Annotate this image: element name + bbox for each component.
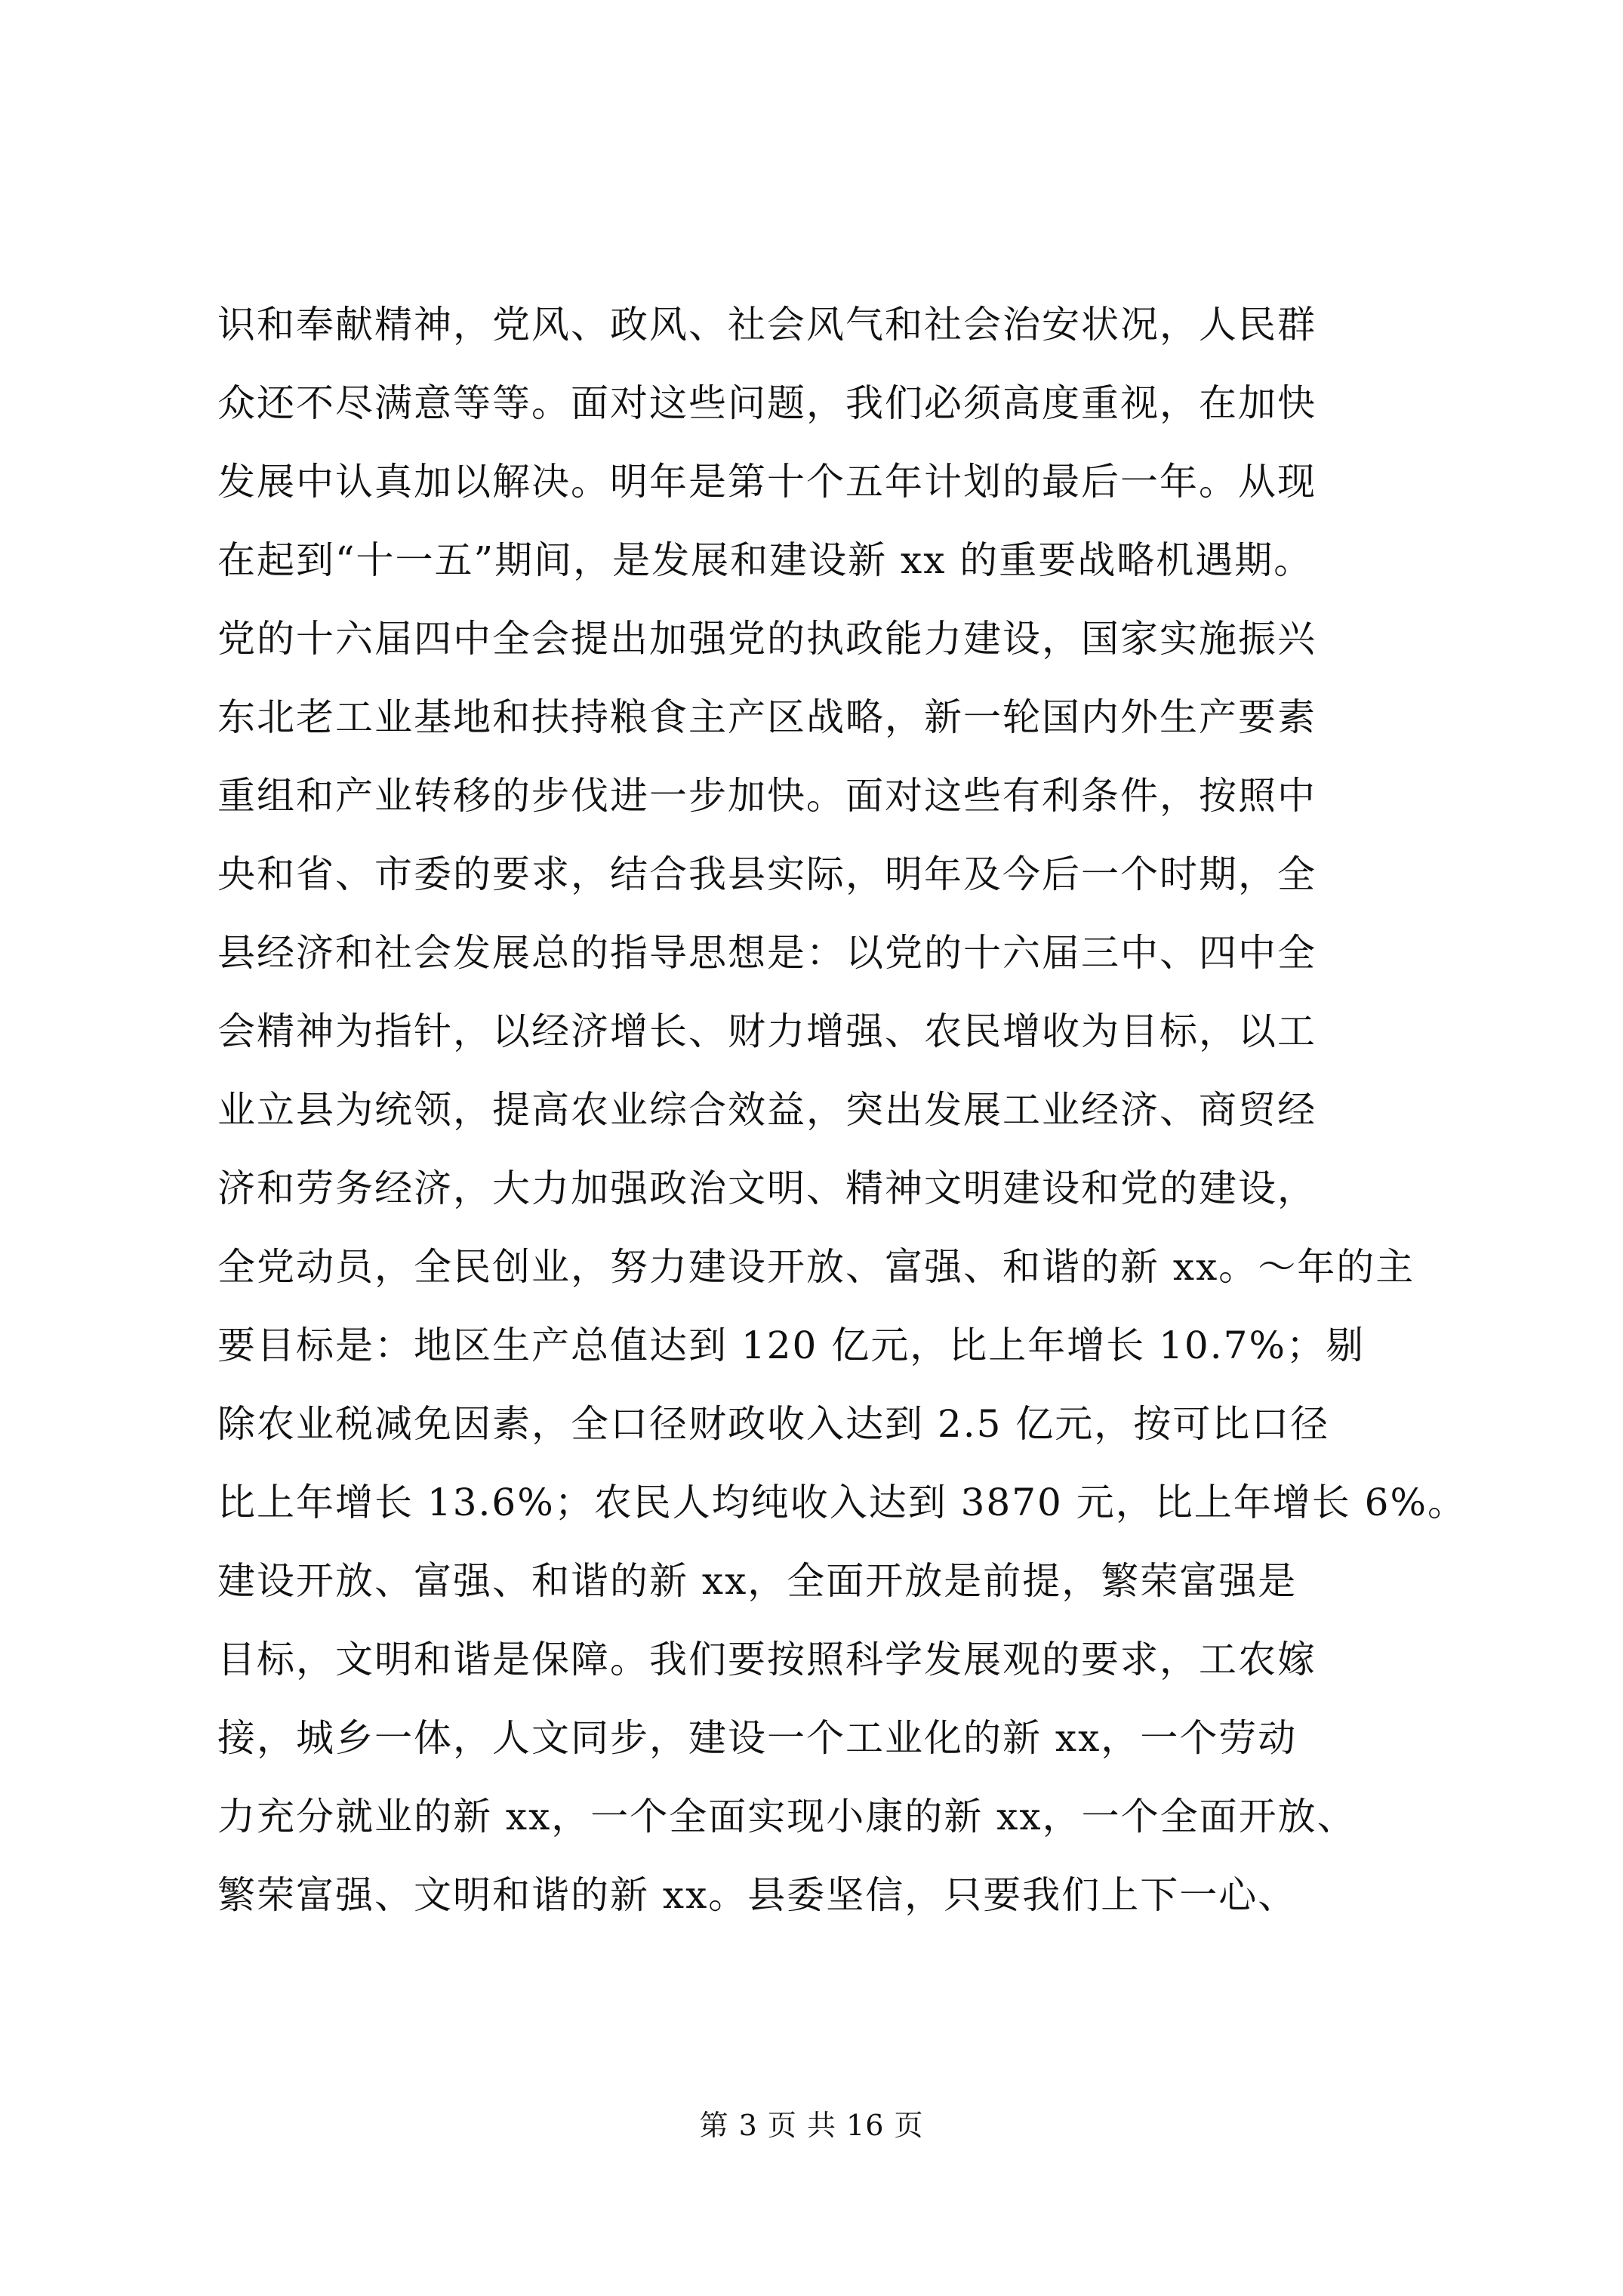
text-line: 比上年增长 13.6%；农民人均纯收入达到 3870 元，比上年增长 6%。: [217, 1481, 1467, 1524]
text-line: 东北老工业基地和扶持粮食主产区战略，新一轮国内外生产要素: [217, 695, 1317, 739]
text-line: 发展中认真加以解决。明年是第十个五年计划的最后一年。从现: [217, 460, 1317, 504]
text-line: 央和省、市委的要求，结合我县实际，明年及今后一个时期，全: [217, 852, 1317, 896]
text-line: 建设开放、富强、和谐的新 xx，全面开放是前提，繁荣富强是: [217, 1559, 1298, 1603]
text-line: 繁荣富强、文明和谐的新 xx。县委坚信，只要我们上下一心、: [217, 1873, 1298, 1917]
page-footer: 第 3 页 共 16 页: [699, 2109, 924, 2142]
text-line: 力充分就业的新 xx，一个全面实现小康的新 xx，一个全面开放、: [217, 1795, 1357, 1838]
text-line: 接，城乡一体，人文同步，建设一个工业化的新 xx，一个劳动: [217, 1716, 1298, 1760]
text-line: 县经济和社会发展总的指导思想是：以党的十六届三中、四中全: [217, 931, 1317, 975]
text-line: 目标，文明和谐是保障。我们要按照科学发展观的要求，工农嫁: [217, 1638, 1317, 1681]
text-line: 众还不尽满意等等。面对这些问题，我们必须高度重视，在加快: [217, 381, 1317, 425]
text-line: 除农业税减免因素，全口径财政收入达到 2.5 亿元，按可比口径: [217, 1402, 1330, 1446]
text-line: 全党动员，全民创业，努力建设开放、富强、和谐的新 xx。～年的主: [217, 1245, 1415, 1289]
text-line: 重组和产业转移的步伐进一步加快。面对这些有利条件，按照中: [217, 774, 1317, 818]
text-line: 会精神为指针，以经济增长、财力增强、农民增收为目标，以工: [217, 1009, 1317, 1053]
text-line: 识和奉献精神，党风、政风、社会风气和社会治安状况，人民群: [217, 303, 1317, 347]
text-line: 在起到“十一五”期间，是发展和建设新 xx 的重要战略机遇期。: [217, 538, 1313, 582]
text-line: 业立县为统领，提高农业综合效益，突出发展工业经济、商贸经: [217, 1088, 1317, 1132]
body-text: [217, 303, 1467, 1955]
text-line: 要目标是：地区生产总值达到 120 亿元，比上年增长 10.7%；剔: [217, 1324, 1365, 1367]
text-line: 济和劳务经济，大力加强政治文明、精神文明建设和党的建设，: [217, 1166, 1317, 1210]
text-line: 党的十六届四中全会提出加强党的执政能力建设，国家实施振兴: [217, 617, 1317, 661]
